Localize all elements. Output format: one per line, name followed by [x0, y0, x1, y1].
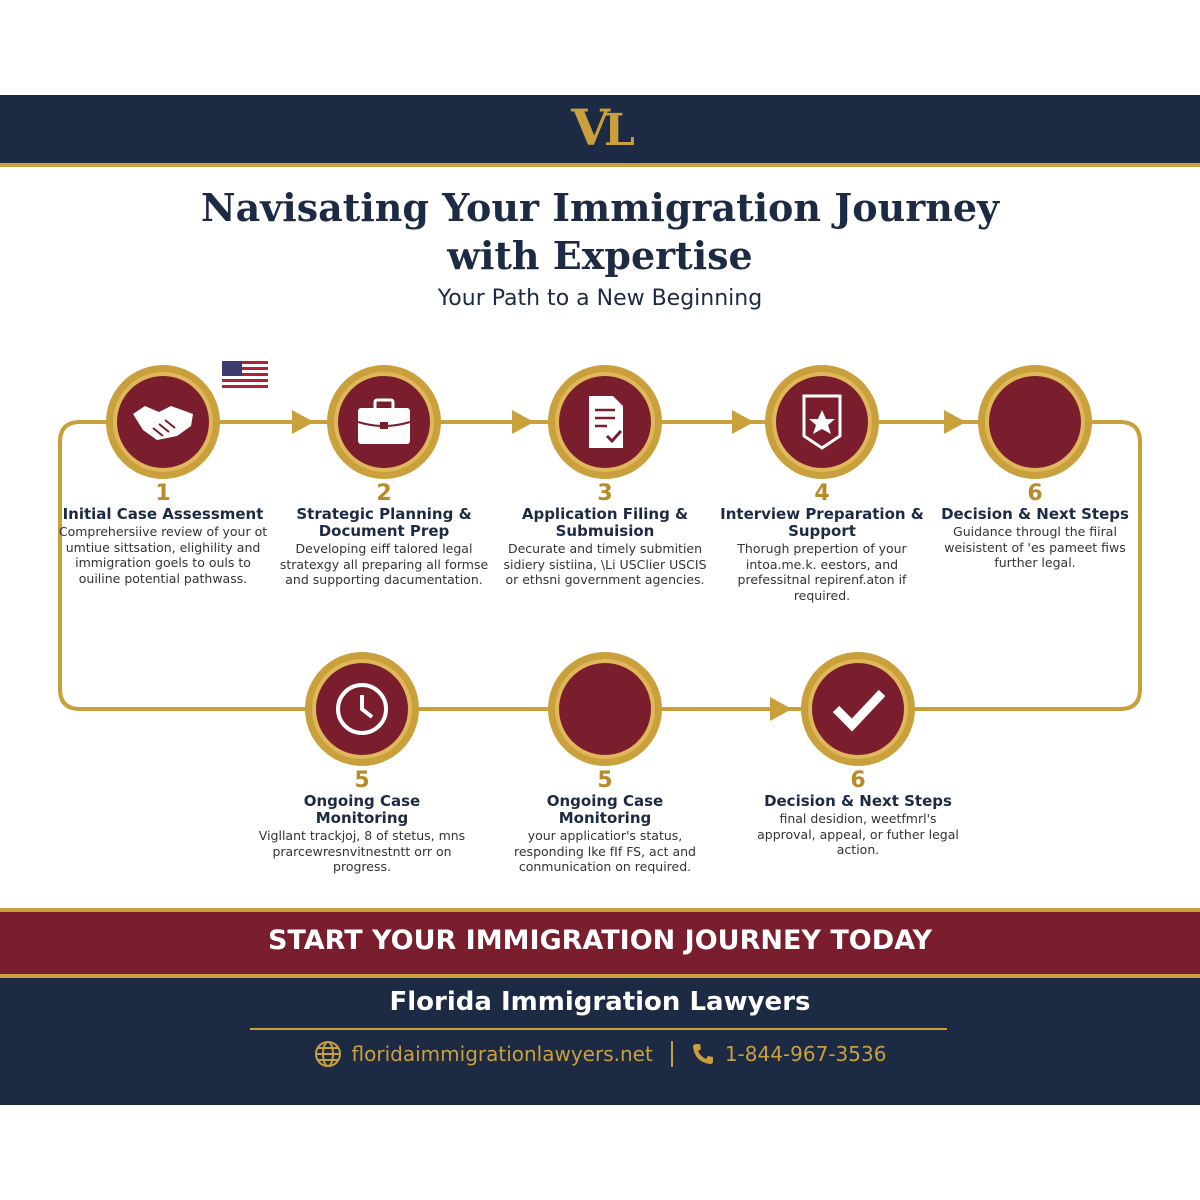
step-description: your applicatior's status, responding lke fIf FS, act and conmunication on required. [514, 828, 696, 874]
phone-link[interactable]: 1-844-967-3536 [724, 1042, 887, 1066]
title-line-1: Navisating Your Immigration Journey [200, 185, 1000, 230]
arrow-icon [732, 410, 754, 434]
us-flag-icon [222, 361, 268, 389]
step-card [500, 769, 710, 875]
step-circle [305, 652, 419, 766]
step-card [753, 769, 963, 858]
step-card [500, 482, 710, 588]
step-number: 5 [354, 768, 370, 793]
step-circle [765, 365, 879, 479]
step-number: 3 [597, 481, 613, 506]
step-title: Ongoing Case Monitoring [546, 792, 664, 827]
step-number: 5 [597, 768, 613, 793]
globe-icon [314, 1040, 342, 1068]
title-line-2: with Expertise [447, 233, 753, 278]
arrow-icon [292, 410, 314, 434]
separator [671, 1041, 673, 1067]
step-card [58, 482, 268, 586]
arrow-icon [770, 697, 792, 721]
page-subtitle: Your Path to a New Beginning [437, 286, 763, 311]
step-number: 6 [850, 768, 866, 793]
step-number: 4 [814, 481, 830, 506]
step-description: Decurate and timely submitien sidiery sistiina, \Li USClier USCIS or ethsni government agencies. [503, 541, 707, 587]
step-circle [548, 652, 662, 766]
phone-icon [691, 1042, 715, 1066]
step-card [257, 769, 467, 875]
step-title: Strategic Planning & Document Prep [296, 505, 472, 540]
step-circle [801, 652, 915, 766]
step-title: Application Filing & Submuision [521, 505, 689, 540]
step-description: final desidion, weetfmrl's approval, appeal, or futher legal action. [757, 811, 959, 857]
arrow-icon [944, 410, 966, 434]
step-circle [548, 365, 662, 479]
step-title: Interview Preparation & Support [720, 505, 924, 540]
step-title: Decision & Next Steps [941, 505, 1129, 523]
step-title: Ongoing Case Monitoring [303, 792, 421, 827]
step-circle [978, 365, 1092, 479]
step-title: Initial Case Assessment [62, 505, 264, 523]
firm-logo: VL [571, 98, 629, 157]
step-number: 2 [376, 481, 392, 506]
step-number: 1 [155, 481, 171, 506]
cta-text[interactable]: START YOUR IMMIGRATION JOURNEY TODAY [267, 925, 933, 956]
step-circle [106, 365, 220, 479]
footer-divider [250, 1028, 947, 1030]
step-description: Comprehersiive review of your ot umtiue sittsation, elighility and immigration goels to ouls to ouiline potential pathwass. [58, 524, 268, 586]
step-description: Guidance througl the fiiral weisistent of 'es pameet fiws further legal. [944, 524, 1126, 570]
step-description: Developing eiff talored legal stratexgy all preparing all formse and supporting dacumentation. [279, 541, 489, 587]
firm-name: Florida Immigration Lawyers [389, 987, 811, 1017]
step-title: Decision & Next Steps [764, 792, 952, 810]
step-card [930, 482, 1140, 571]
document-check-icon [589, 396, 623, 448]
step-description: Thorugh prepertion of your intoa.me.k. eestors, and prefessitnal repirenf.aton if required. [737, 541, 907, 603]
step-description: Vigllant trackjoj, 8 of stetus, mns prarcewresnvitnestntt orr on progress. [258, 828, 466, 874]
step-card [717, 482, 927, 603]
step-number: 6 [1027, 481, 1043, 506]
contact-row [0, 1040, 1200, 1068]
arrow-icon [512, 410, 534, 434]
step-circle [327, 365, 441, 479]
step-card [279, 482, 489, 588]
website-link[interactable]: floridaimmigrationlawyers.net [351, 1042, 653, 1066]
